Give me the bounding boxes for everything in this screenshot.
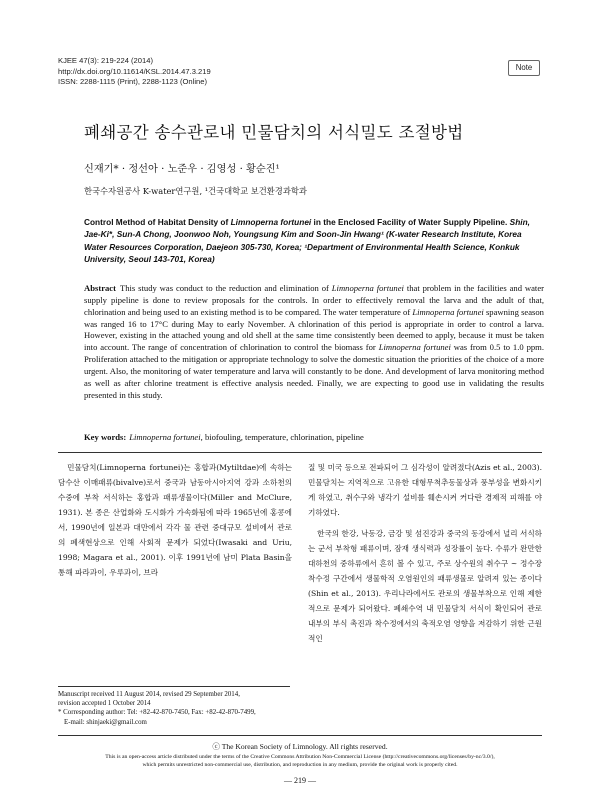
page-number: — 219 — (284, 776, 316, 785)
copyright: ⓒ The Korean Society of Limnology. All rights reserved. (212, 742, 388, 751)
abstract-species-3: Limnoperna fortunei (378, 342, 451, 353)
footnote-corresponding: * Corresponding author: Tel: +82-42-870-7450, Fax: +82-42-870-7499, (58, 709, 256, 717)
keywords-species: Limnoperna fortunei (129, 432, 201, 442)
license-line-2: which permits unrestricted non-commercial use, distribution, and reproduction in any medium, provide the original work is properly cited. (142, 762, 458, 768)
abstract (84, 283, 544, 401)
abstract-text-4: was from 0.5 to 1.0 ppm. Proliferation attached to the mitigation or appropriate technology to solve the domestic situation the priorities of the choice of a more urgent. Also, the monitoring of water temperature and larva will constantly to be done. And development of larva monitoring method as well as after chlorine treatment is effective analysis needed. Finally, we are expecting to good use in validating the results presented in this study. (84, 342, 544, 400)
section-divider (58, 452, 542, 453)
doi-link[interactable]: http://dx.doi.org/10.11614/KSL.2014.47.3.219 (58, 66, 211, 76)
left-paragraph-1: 민물담치(Limnoperna fortunei)는 홍합과(Mytiltdae)에 속하는 담수산 이매패류(bivalve)로서 중국과 남동아시아지역 강과 소하천의 수중에 부착 서식하는 홍합과 패류생물이다(Miller and McClure, 1931). 본 종은 산업화와 도시화가 가속화됨에 따라 1965년에 홍콩에서, 1990년에 일본과 대만에서 각각 물 관련 중대규모 설비에서 관로의 폐색현상으로 인해 사회적 문제가 되었다(Iwasaki and Uriu, 1998; Magara et al., 2001). 이후 1991년에 남미 Plata Basin을 통해 파라과이, 우루과이, 브라 (58, 463, 292, 577)
korean-authors: 신재기* · 정선아 · 노준우 · 김영성 · 황순진¹ (84, 164, 280, 175)
footer-divider (58, 735, 542, 736)
article-type-badge: Note (508, 60, 540, 76)
journal-citation: KJEE 47(3): 219-224 (2014) (58, 56, 153, 65)
license-text (40, 753, 560, 769)
footnote-received: Manuscript received 11 August 2014, revised 29 September 2014, (58, 691, 240, 698)
english-title-species: Limnoperna fortunei (230, 217, 312, 227)
body-right-column (308, 460, 542, 646)
english-title-post: in the Enclosed Facility of Water Supply Pipeline. (311, 217, 510, 227)
footnote-email[interactable]: E-mail: shinjaeki@gmail.com (64, 718, 147, 726)
abstract-label: Abstract (84, 283, 116, 293)
abstract-species-2: Limnoperna fortunei (412, 306, 484, 317)
manuscript-footnote (58, 690, 256, 727)
journal-metadata (58, 56, 211, 88)
abstract-species-1: Limnoperna fortunei (331, 283, 404, 293)
license-line-1: This is an open-access article distributed under the terms of the Creative Commons Attribution Non-Commercial License (http://creativecommons.org/licenses/by-nc/3.0/), (105, 754, 495, 760)
abstract-text-1: This study was conduct to the reduction and elimination of (119, 283, 332, 293)
abstract-text-2: that problem in the facilities and water supply pipeline is done to review proposals for the controls. In order to effectively removal the larva and the adult of that, chlorination and being used to an existing method is to be compared. The water temperature of (84, 283, 544, 317)
korean-affiliation: 한국수자원공사 K-water연구원, ¹건국대학교 보건환경과학과 (84, 186, 307, 196)
right-paragraph-1: 질 및 미국 등으로 전파되어 그 심각성이 알려졌다(Azis et al., 2003). 민물담치는 지역적으로 고유한 대형무척추동물상과 풍부성을 변화시키게 하였고, 취수구와 냉각기 설비를 훼손시켜 커다란 경제적 피해를 야기하였다. (308, 463, 542, 517)
right-paragraph-2: 한국의 한강, 낙동강, 금강 및 섬진강과 중국의 동강에서 널리 서식하는 군서 부착형 패류이며, 잠재 생식력과 성장률이 높다. 수류가 완만한 대하천의 중하류에서 흔히 볼 수 있고, 주로 상수원의 취수구 ~ 정수장 착수정 구간에서 생물학적 오염원인의 패류생물로 알려져 있는 종이다(Shin et al., 2013). 우리나라에서도 관로의 생물부착으로 인해 제한적으로 문제가 되어왔다. 폐쇄수역 내 민물담치 서식이 확인되어 관로 내부의 부식 촉진과 착수정에서의 축적오염 영향을 저감하기 위한 근원적인 (308, 529, 542, 643)
korean-title: 폐쇄공간 송수관로내 민물담치의 서식밀도 조절방법 (84, 123, 464, 142)
footnote-divider (58, 686, 290, 687)
footnote-accepted: revision accepted 1 October 2014 (58, 700, 151, 708)
abstract-text-3: spawning season was ranged 16 to 17°C during May to early November. A chlorination of this period is appropriate in order to control a larva. However, existing in the attached young and old shell at the same time consistently been deemed to apply, because it must be taken into account. The range of concentration of chlorination to control the biomass for (84, 306, 544, 353)
keywords-list: , biofouling, temperature, chlorination, pipeline (200, 432, 364, 442)
body-left-column (58, 460, 292, 580)
english-title-pre: Control Method of Habitat Density of (84, 217, 231, 227)
keywords-label: Key words: (84, 432, 127, 442)
english-authors: Shin, Jae-Ki*, Sun-A Chong, Joonwoo Noh, Youngsung Kim and Soon-Jin Hwang¹ (K-water Research Institute, Korea Water Resources Corporation, Daejeon 305-730, Korea; ¹Department of Environmental Health Science, Konkuk University, Seoul 143-701, Korea) (84, 217, 530, 265)
english-title-block (84, 216, 544, 266)
issn: ISSN: 2288-1115 (Print), 2288-1123 (Online) (58, 77, 208, 86)
keywords (84, 432, 544, 442)
